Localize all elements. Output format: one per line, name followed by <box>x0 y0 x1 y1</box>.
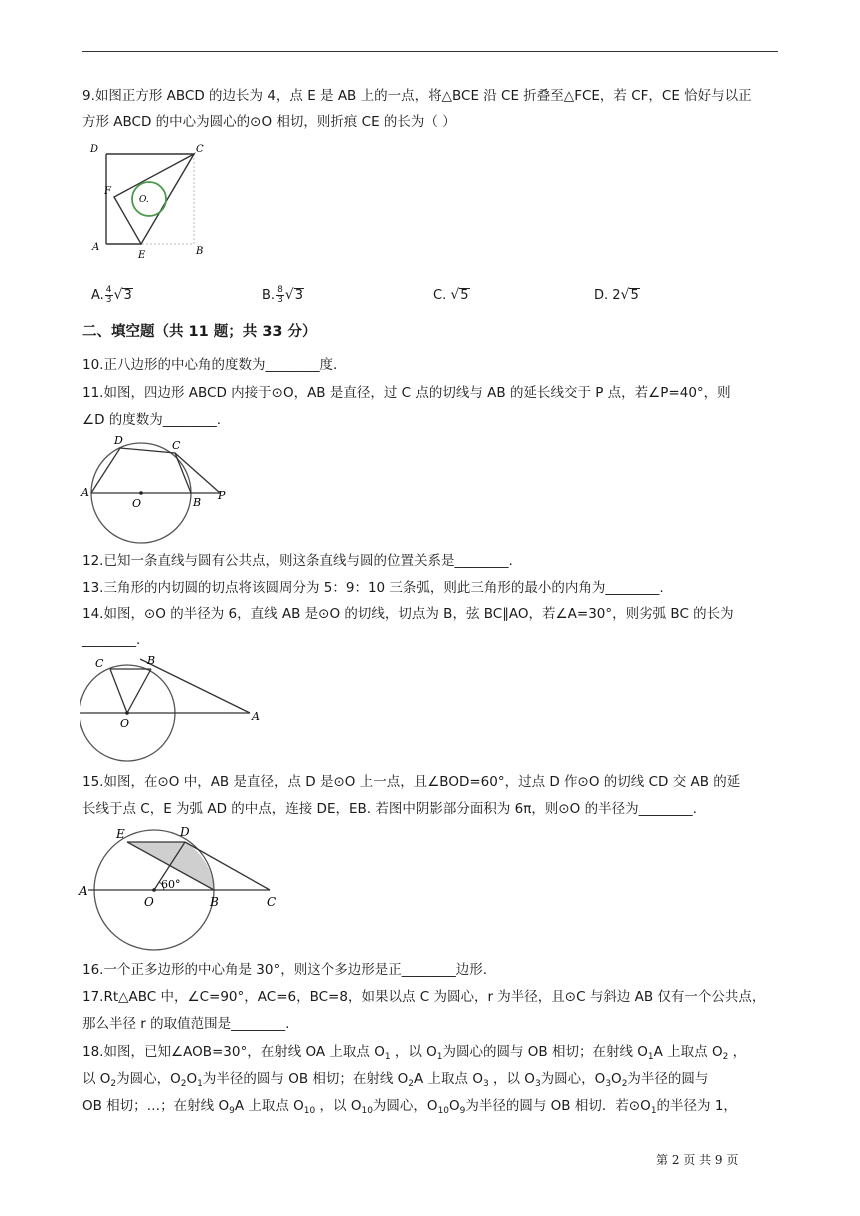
q15-fig-label-a: A <box>79 884 88 898</box>
q18-sub: 1 <box>436 1052 443 1062</box>
q11-fig-label-p: P <box>218 489 226 502</box>
q11-fig-tangent-cp <box>175 453 220 493</box>
sqrt-icon: √ <box>113 287 123 303</box>
q9-figure <box>86 140 211 262</box>
q9-fig-label-o: O. <box>139 195 149 205</box>
q18-l2-b: 为圆心，O <box>116 1071 181 1087</box>
q9-option-a-den: 3 <box>105 295 112 305</box>
q11-fig-label-d: D <box>114 434 123 447</box>
q18-l1-c: 为圆心的圆与 OB 相切；在射线 O <box>442 1044 648 1060</box>
q14-fig-tangent-ab <box>140 659 250 713</box>
q9-option-b-den: 3 <box>277 295 283 305</box>
q18-l3-g: 的半径为 1， <box>656 1098 737 1114</box>
q9-option-d[interactable] <box>594 285 640 306</box>
q18-text-line3 <box>82 1096 782 1121</box>
q11-fig-center-dot <box>139 491 143 495</box>
q18-sub: 1 <box>650 1106 657 1116</box>
q9-option-d-prefix: D. 2 <box>594 288 621 303</box>
q9-option-a-prefix: A. <box>91 288 104 303</box>
q18-sub: 10 <box>361 1106 373 1116</box>
sqrt-icon: √ <box>284 287 294 303</box>
q18-l3-f: 为半径的圆与 OB 相切．若⊙O <box>465 1098 651 1114</box>
q18-l1-b: ，以 O <box>390 1044 437 1060</box>
q18-sub: 10 <box>303 1106 316 1116</box>
q15-fig-label-d: D <box>180 825 190 839</box>
q12-text: 12.已知一条直线与圆有公共点，则这条直线与圆的位置关系是________. <box>82 553 513 569</box>
q14-fig-radius-oc <box>110 669 127 713</box>
q14-fig-label-o: O <box>120 717 130 730</box>
q11-text-line1: 11.如图，四边形 ABCD 内接于⊙O，AB 是直径，过 C 点的切线与 AB 的延长线交于 P 点，若∠P=40°，则 <box>82 385 731 401</box>
q14-fig-radius-ob <box>127 669 151 713</box>
q14-text-line1: 14.如图，⊙O 的半径为 6，直线 AB 是⊙O 的切线，切点为 B，弦 BC∥AO，若∠A=30°，则劣弧 BC 的长为 <box>82 606 734 622</box>
q11-text-line2: ∠D 的度数为________. <box>82 412 222 428</box>
q14-text-line2: ________. <box>82 632 141 648</box>
q9-fig-circle-o <box>132 182 166 216</box>
q9-option-a-fraction <box>105 286 113 305</box>
q18-sub: 2 <box>722 1052 729 1062</box>
q15-fig-label-c: C <box>267 895 277 909</box>
q18-l2-d: 为半径的圆与 OB 相切；在射线 O <box>202 1071 409 1087</box>
header-rule <box>82 51 778 52</box>
q18-sub: 1 <box>197 1079 203 1089</box>
q10-text: 10.正八边形的中心角的度数为________度. <box>82 357 338 373</box>
q18-sub: 9 <box>229 1106 235 1116</box>
q18-sub: 1 <box>384 1052 391 1062</box>
section-title: 二、填空题（共 11 题；共 33 分） <box>82 324 317 340</box>
q18-l3-a: OB 相切；…；在射线 O <box>82 1098 230 1114</box>
q15-text-line1: 15.如图，在⊙O 中，AB 是直径，点 D 是⊙O 上一点，且∠BOD=60°，过点 D 作⊙O 的切线 CD 交 AB 的延 <box>82 774 741 790</box>
q9-option-b-num: 8 <box>277 285 283 295</box>
q11-fig-label-c: C <box>172 439 181 452</box>
q9-option-d-radicand: 5 <box>630 288 639 303</box>
q18-l2-a: 以 O <box>82 1071 111 1087</box>
q14-fig-label-a: A <box>252 710 260 723</box>
q18-l1-a: 18.如图，已知∠AOB=30°，在射线 OA 上取点 O <box>82 1044 385 1060</box>
q18-l1-e: ， <box>728 1044 747 1060</box>
q18-sub: 9 <box>459 1106 466 1116</box>
q17-text-line1: 17.Rt△ABC 中，∠C=90°，AC=6，BC=8，如果以点 C 为圆心，r 为半径，且⊙C 与斜边 AB 仅有一个公共点， <box>82 989 766 1005</box>
q18-sub: 10 <box>437 1106 450 1116</box>
q14-fig-label-c: C <box>95 657 104 670</box>
q11-fig-label-b: B <box>193 496 202 509</box>
q15-text-line2: 长线于点 C，E 为弧 AD 的中点，连接 DE，EB. 若图中阴影部分面积为 6π，则⊙O 的半径为________. <box>82 801 697 817</box>
q18-sub: 3 <box>605 1079 612 1089</box>
q9-fig-label-d: D <box>90 144 99 155</box>
q18-l2-c: O <box>186 1071 198 1087</box>
sqrt-icon: √ <box>620 287 630 303</box>
q9-fig-label-e: E <box>138 250 146 261</box>
q11-fig-label-o: O <box>132 497 142 510</box>
q15-figure <box>78 822 288 952</box>
q9-fig-label-f: F <box>104 186 111 197</box>
q18-sub: 2 <box>180 1079 187 1089</box>
q9-option-b[interactable] <box>262 285 304 306</box>
q18-l2-i: 为半径的圆与 <box>627 1071 709 1087</box>
q18-l1-d: A 上取点 O <box>653 1044 723 1060</box>
q17-text-line2: 那么半径 r 的取值范围是________. <box>82 1016 290 1032</box>
q9-fig-triangle-fce <box>114 154 194 244</box>
q15-fig-label-o: O <box>144 895 154 909</box>
q18-sub: 2 <box>110 1079 117 1089</box>
q18-sub: 3 <box>534 1079 541 1089</box>
q9-option-c-radicand: 5 <box>460 288 469 303</box>
q18-l3-e: O <box>449 1098 460 1114</box>
q9-option-a[interactable] <box>91 285 133 306</box>
q11-figure <box>80 432 240 544</box>
q18-l2-g: 为圆心，O <box>540 1071 606 1087</box>
q9-fig-label-b: B <box>196 246 204 257</box>
q9-option-b-radicand: 3 <box>294 288 303 303</box>
q9-option-a-radicand: 3 <box>123 288 132 303</box>
q15-fig-label-b: B <box>210 895 219 909</box>
q9-fig-label-a: A <box>92 242 100 253</box>
q15-fig-label-e: E <box>116 827 125 841</box>
q18-sub: 2 <box>408 1079 415 1089</box>
q15-fig-label-angle: 60° <box>161 878 181 891</box>
q9-fig-label-c: C <box>196 144 204 155</box>
q9-text-line2: 方形 ABCD 的中心为圆心的⊙O 相切，则折痕 CE 的长为（ ） <box>82 114 456 130</box>
q15-fig-center-dot <box>152 888 156 892</box>
q18-l3-d: 为圆心，O <box>372 1098 438 1114</box>
q14-figure <box>80 652 265 764</box>
q16-text: 16.一个正多边形的中心角是 30°，则这个多边形是正________边形. <box>82 962 487 978</box>
q18-sub: 1 <box>647 1052 654 1062</box>
q14-fig-center-dot <box>125 711 129 715</box>
q9-option-c-prefix: C. <box>433 288 447 303</box>
q13-text: 13.三角形的内切圆的切点将该圆周分为 5：9：10 三条弧，则此三角形的最小的内角为________. <box>82 580 664 596</box>
q18-l2-e: A 上取点 O <box>414 1071 483 1087</box>
q9-text-line1: 9.如图正方形 ABCD 的边长为 4，点 E 是 AB 上的一点，将△BCE 沿 CE 折叠至△FCE，若 CF，CE 恰好与以正 <box>82 88 752 104</box>
sqrt-icon: √ <box>450 287 460 303</box>
q18-sub: 2 <box>621 1079 628 1089</box>
q18-l3-c: ，以 O <box>315 1098 362 1114</box>
q9-option-b-prefix: B. <box>262 288 276 303</box>
q9-option-a-num: 4 <box>105 285 112 295</box>
q18-text-line1 <box>82 1042 782 1067</box>
q11-fig-label-a: A <box>81 486 89 499</box>
q9-option-b-fraction <box>276 286 284 305</box>
q9-option-c[interactable] <box>433 285 470 306</box>
q18-text-line2 <box>82 1069 782 1094</box>
q14-fig-label-b: B <box>147 654 156 667</box>
q18-l2-f: ，以 O <box>488 1071 535 1087</box>
page-footer: 第 2 页 共 9 页 <box>656 1153 739 1167</box>
q18-l3-b: A 上取点 O <box>234 1098 304 1114</box>
q18-sub: 3 <box>482 1079 489 1089</box>
q18-l2-h: O <box>611 1071 622 1087</box>
